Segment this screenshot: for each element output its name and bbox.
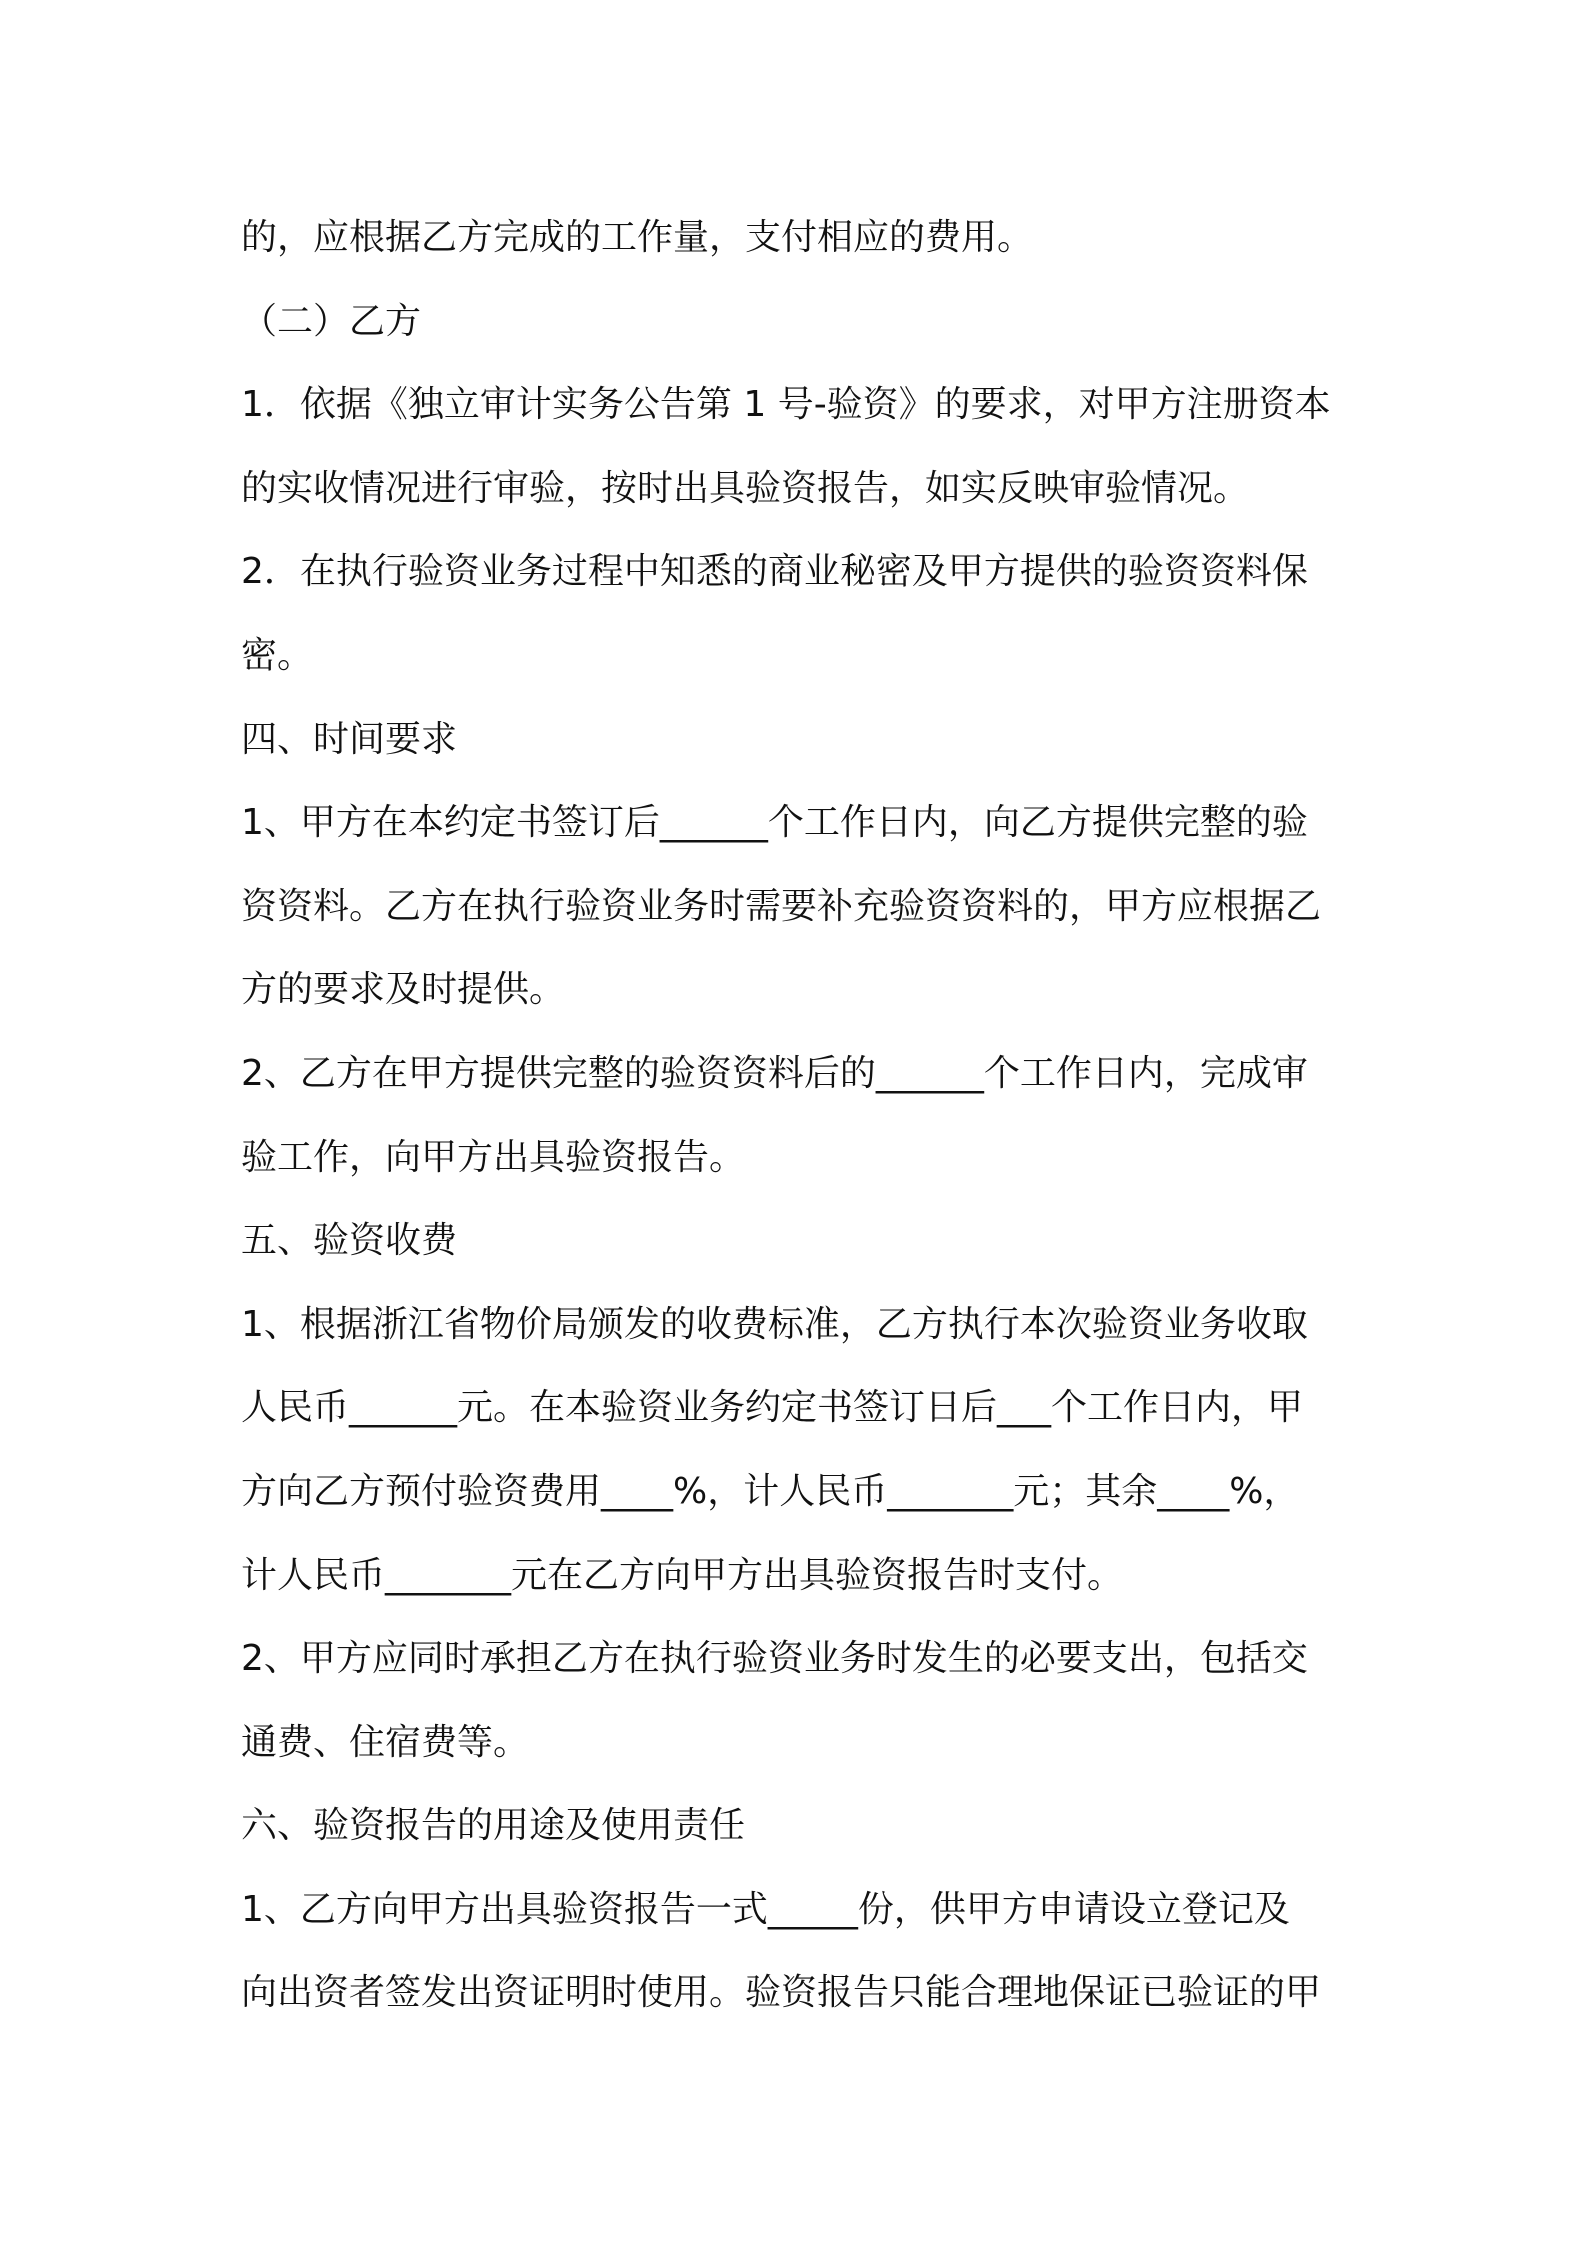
text-line: 方向乙方预付验资费用____%，计人民币_______元；其余____%， <box>241 1470 1300 1512</box>
text-line: 向出资者签发出资证明时使用。验资报告只能合理地保证已验证的甲 <box>241 1972 1322 2014</box>
text-line: 2、乙方在甲方提供完整的验资资料后的______个工作日内，完成审 <box>241 1052 1308 1094</box>
text-line: 资资料。乙方在执行验资业务时需要补充验资资料的，甲方应根据乙 <box>241 885 1322 927</box>
text-line: 2．在执行验资业务过程中知悉的商业秘密及甲方提供的验资资料保 <box>241 551 1308 593</box>
section-heading: 五、验资收费 <box>241 1220 458 1262</box>
text-line: 密。 <box>241 634 314 676</box>
text-line: 验工作，向甲方出具验资报告。 <box>241 1136 746 1178</box>
text-line: 2、甲方应同时承担乙方在执行验资业务时发生的必要支出，包括交 <box>241 1638 1308 1680</box>
text-line: 人民币______元。在本验资业务约定书签订日后___个工作日内，甲 <box>241 1387 1304 1429</box>
text-line: 的，应根据乙方完成的工作量，支付相应的费用。 <box>241 217 1034 258</box>
section-heading: （二）乙方 <box>241 300 422 342</box>
text-line: 1、根据浙江省物价局颁发的收费标准，乙方执行本次验资业务收取 <box>241 1303 1308 1345</box>
text-line: 通费、住宿费等。 <box>241 1721 530 1763</box>
text-line: 1、乙方向甲方出具验资报告一式_____份，供甲方申请设立登记及 <box>241 1888 1290 1930</box>
section-heading: 六、验资报告的用途及使用责任 <box>241 1805 746 1847</box>
document-body <box>241 196 1351 2035</box>
text-line: 方的要求及时提供。 <box>241 969 566 1011</box>
text-line: 的实收情况进行审验，按时出具验资报告，如实反映审验情况。 <box>241 467 1250 509</box>
text-line: 计人民币_______元在乙方向甲方出具验资报告时支付。 <box>241 1554 1124 1596</box>
section-heading: 四、时间要求 <box>241 718 458 760</box>
text-line: 1、甲方在本约定书签订后______个工作日内，向乙方提供完整的验 <box>241 802 1308 844</box>
text-line: 1．依据《独立审计实务公告第 1 号-验资》的要求，对甲方注册资本 <box>241 384 1331 426</box>
